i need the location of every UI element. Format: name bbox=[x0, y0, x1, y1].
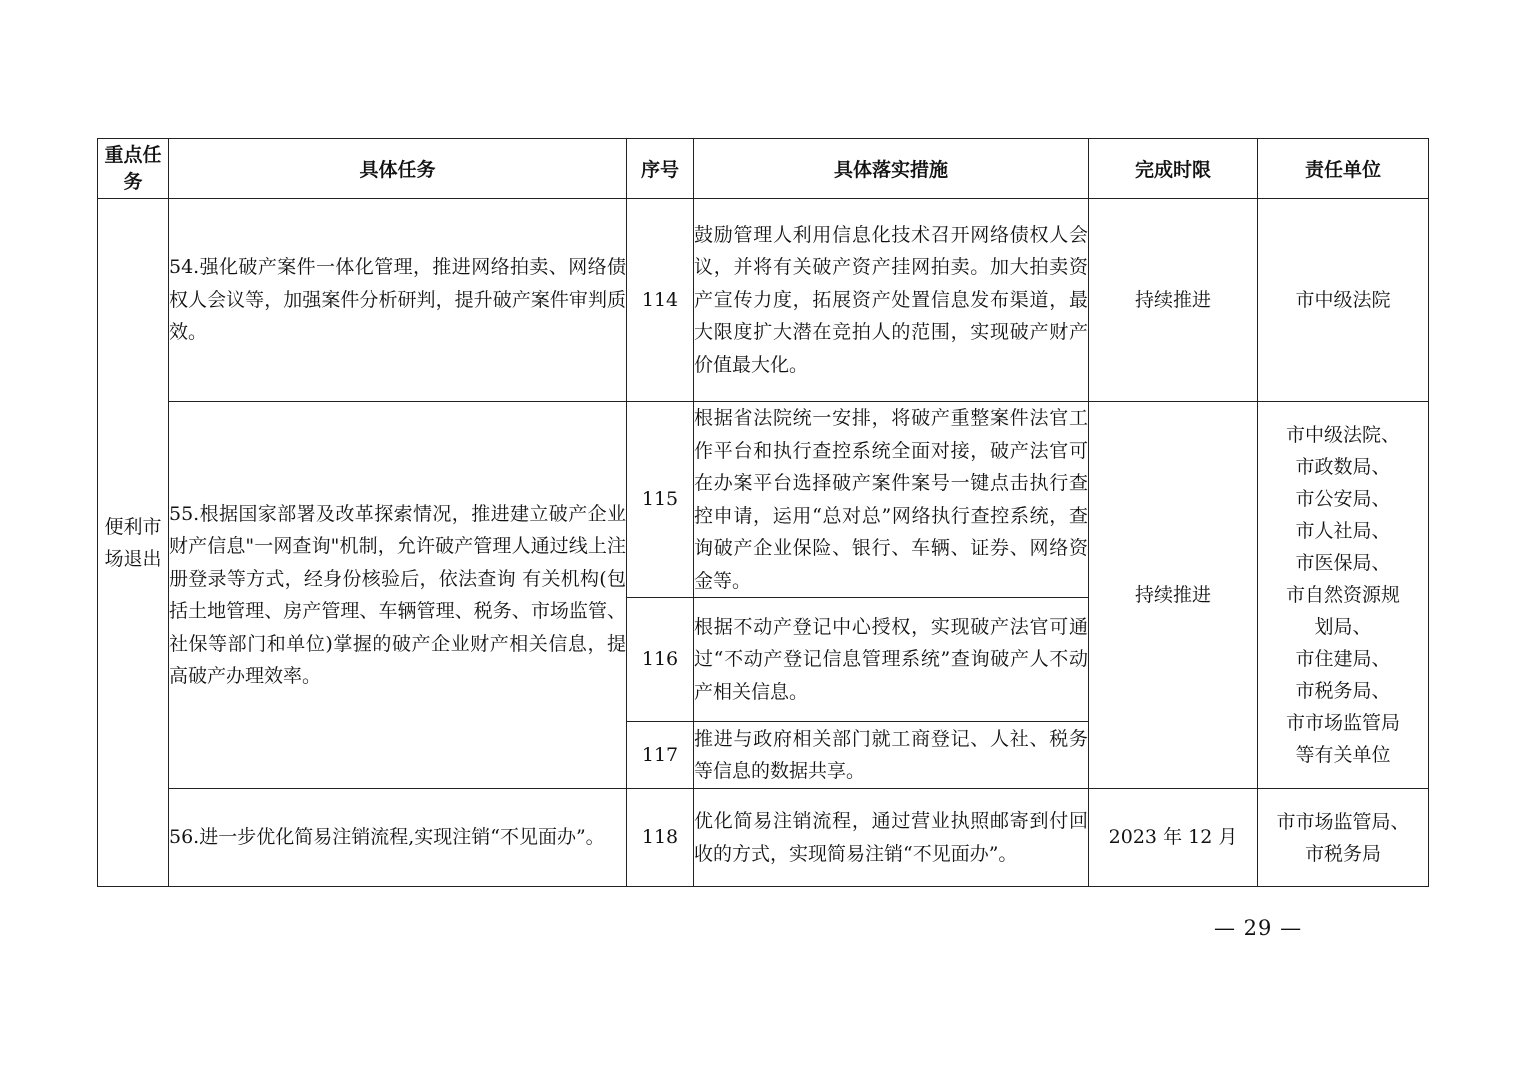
responsible-line: 市住建局、 bbox=[1295, 648, 1391, 670]
task-table bbox=[97, 138, 1429, 887]
responsible-line: 市自然资源规 bbox=[1285, 584, 1400, 606]
responsible-line: 市中级法院、 bbox=[1285, 424, 1400, 446]
header-number: 序号 bbox=[627, 139, 694, 199]
responsible-line: 市医保局、 bbox=[1295, 552, 1391, 574]
table-row bbox=[98, 199, 1429, 402]
number-cell: 117 bbox=[627, 722, 694, 789]
responsible-line: 市市场监管局 bbox=[1285, 712, 1400, 734]
header-deadline: 完成时限 bbox=[1089, 139, 1258, 199]
measure-cell: 根据省法院统一安排，将破产重整案件法官工作平台和执行查控系统全面对接，破产法官可在办案平台选择破产案件案号一键点击执行查控申请，运用“总对总”网络执行查控系统，查询破产企业保险、银行、车辆、证券、网络资金等。 bbox=[694, 402, 1089, 598]
number-cell: 115 bbox=[627, 402, 694, 598]
responsible-line: 市税务局 bbox=[1304, 842, 1381, 865]
task-cell: 56.进一步优化简易注销流程,实现注销“不见面办”。 bbox=[169, 789, 627, 887]
table-row bbox=[98, 402, 1429, 598]
deadline-cell: 2023 年 12 月 bbox=[1089, 789, 1258, 887]
deadline-cell: 持续推进 bbox=[1089, 402, 1258, 789]
measure-cell: 推进与政府相关部门就工商登记、人社、税务等信息的数据共享。 bbox=[694, 722, 1089, 789]
number-cell: 114 bbox=[627, 199, 694, 402]
header-key-task: 重点任务 bbox=[98, 139, 169, 199]
table-header-row bbox=[98, 139, 1429, 199]
responsible-line: 等有关单位 bbox=[1295, 744, 1391, 766]
responsible-cell: 市中级法院 bbox=[1258, 199, 1429, 402]
measure-cell: 鼓励管理人利用信息化技术召开网络债权人会议，并将有关破产资产挂网拍卖。加大拍卖资产宣传力度，拓展资产处置信息发布渠道，最大限度扩大潜在竞拍人的范围，实现破产财产价值最大化。 bbox=[694, 199, 1089, 402]
number-cell: 116 bbox=[627, 598, 694, 722]
deadline-cell: 持续推进 bbox=[1089, 199, 1258, 402]
responsible-cell bbox=[1258, 402, 1429, 789]
number-cell: 118 bbox=[627, 789, 694, 887]
responsible-line: 市公安局、 bbox=[1295, 488, 1391, 510]
table-row bbox=[98, 789, 1429, 887]
header-specific-task: 具体任务 bbox=[169, 139, 627, 199]
header-measures: 具体落实措施 bbox=[694, 139, 1089, 199]
responsible-line: 划局、 bbox=[1314, 616, 1372, 638]
responsible-line: 市人社局、 bbox=[1295, 520, 1391, 542]
responsible-line: 市市场监管局、 bbox=[1276, 810, 1410, 833]
measure-cell: 优化简易注销流程，通过营业执照邮寄到付回收的方式，实现简易注销“不见面办”。 bbox=[694, 789, 1089, 887]
header-responsible: 责任单位 bbox=[1258, 139, 1429, 199]
responsible-line: 市政数局、 bbox=[1295, 456, 1391, 478]
measure-cell: 根据不动产登记中心授权，实现破产法官可通过“不动产登记信息管理系统”查询破产人不动产相关信息。 bbox=[694, 598, 1089, 722]
key-task-cell: 便利市场退出 bbox=[98, 199, 169, 887]
responsible-cell bbox=[1258, 789, 1429, 887]
task-cell: 54.强化破产案件一体化管理，推进网络拍卖、网络债权人会议等，加强案件分析研判，提升破产案件审判质效。 bbox=[169, 199, 627, 402]
task-cell: 55.根据国家部署及改革探索情况，推进建立破产企业财产信息"一网查询"机制，允许破产管理人通过线上注册登录等方式，经身份核验后，依法查询 有关机构(包括土地管理、房产管理、车辆管理、税务、市场监管、社保等部门和单位)掌握的破产企业财产相关信息，提高破产办理效率。 bbox=[169, 402, 627, 789]
responsible-line: 市税务局、 bbox=[1295, 680, 1391, 702]
page-number: — 29 — bbox=[1214, 916, 1303, 940]
